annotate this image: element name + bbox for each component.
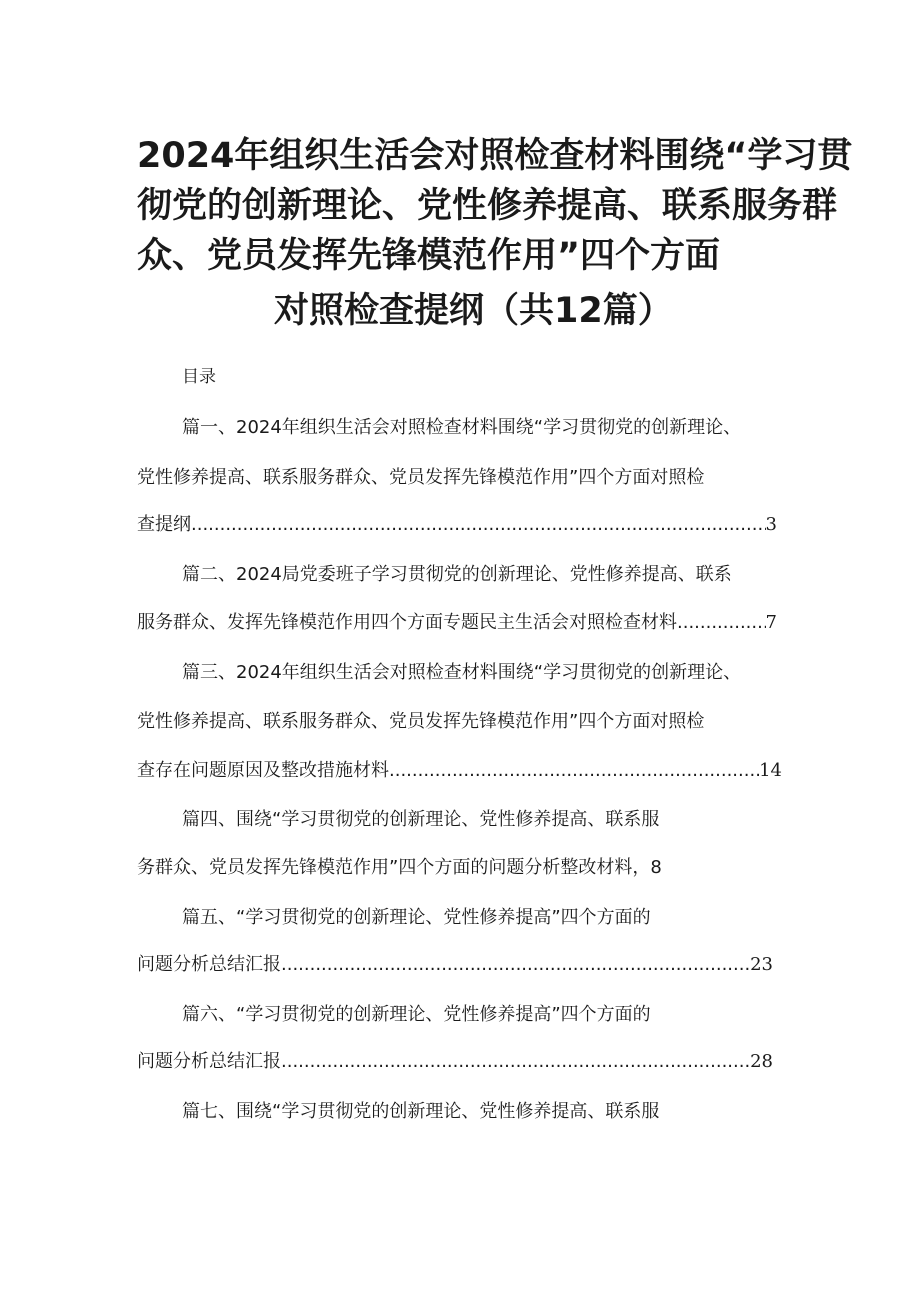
title-line-4: 对照检查提纲（共12篇） <box>274 291 673 331</box>
toc-entry-6-line-1[interactable]: 篇六、“学习贯彻党的创新理论、党性修养提高”四个方面的 <box>182 1004 651 1025</box>
toc-entry-1-page: 3 <box>765 514 777 535</box>
toc-entry-1-line-2[interactable]: 党性修养提高、联系服务群众、党员发挥先锋模范作用”四个方面对照检 <box>137 467 705 488</box>
toc-entry-2-text: 服务群众、发挥先锋模范作用四个方面专题民主生活会对照检查材料 <box>137 612 677 633</box>
toc-entry-1-line-1[interactable]: 篇一、2024年组织生活会对照检查材料围绕“学习贯彻党的创新理论、 <box>182 417 742 438</box>
toc-entry-3-line-1[interactable]: 篇三、2024年组织生活会对照检查材料围绕“学习贯彻党的创新理论、 <box>182 662 742 683</box>
toc-entry-2-line-2[interactable] <box>137 608 777 634</box>
toc-entry-2-line-1[interactable]: 篇二、2024局党委班子学习贯彻党的创新理论、党性修养提高、联系 <box>182 564 732 585</box>
toc-entry-1-text: 查提纲 <box>137 514 191 535</box>
leader-dots <box>281 954 750 975</box>
toc-entry-1-line-3[interactable] <box>137 510 777 536</box>
toc-entry-3-line-3[interactable] <box>137 756 782 782</box>
toc-entry-5-line-1[interactable]: 篇五、“学习贯彻党的创新理论、党性修养提高”四个方面的 <box>182 907 651 928</box>
toc-entry-2-page: 7 <box>765 612 777 633</box>
toc-entry-6-line-2[interactable] <box>137 1047 773 1073</box>
leader-dots <box>191 514 766 535</box>
toc-entry-4-line-1[interactable]: 篇四、围绕“学习贯彻党的创新理论、党性修养提高、联系服 <box>182 809 660 830</box>
leader-dots <box>281 1051 750 1072</box>
toc-heading: 目录 <box>182 367 216 387</box>
title-line-1: 2024年组织生活会对照检查材料围绕“学习贯 <box>137 136 853 176</box>
toc-entry-5-line-2[interactable] <box>137 950 773 976</box>
toc-entry-3-line-2[interactable]: 党性修养提高、联系服务群众、党员发挥先锋模范作用”四个方面对照检 <box>137 711 705 732</box>
title-line-2: 彻党的创新理论、党性修养提高、联系服务群 <box>137 186 838 226</box>
toc-entry-5-page: 23 <box>750 954 773 975</box>
title-line-3: 众、党员发挥先锋模范作用”四个方面 <box>137 236 721 276</box>
toc-entry-6-page: 28 <box>750 1051 773 1072</box>
leader-dots <box>389 760 759 781</box>
toc-entry-3-page: 14 <box>759 760 782 781</box>
toc-entry-7-line-1[interactable]: 篇七、围绕“学习贯彻党的创新理论、党性修养提高、联系服 <box>182 1101 660 1122</box>
toc-entry-4-line-2[interactable]: 务群众、党员发挥先锋模范作用”四个方面的问题分析整改材料，8 <box>137 857 662 878</box>
toc-entry-5-text: 问题分析总结汇报 <box>137 954 281 975</box>
leader-dots <box>677 612 766 633</box>
toc-entry-3-text: 查存在问题原因及整改措施材料 <box>137 760 389 781</box>
toc-entry-6-text: 问题分析总结汇报 <box>137 1051 281 1072</box>
